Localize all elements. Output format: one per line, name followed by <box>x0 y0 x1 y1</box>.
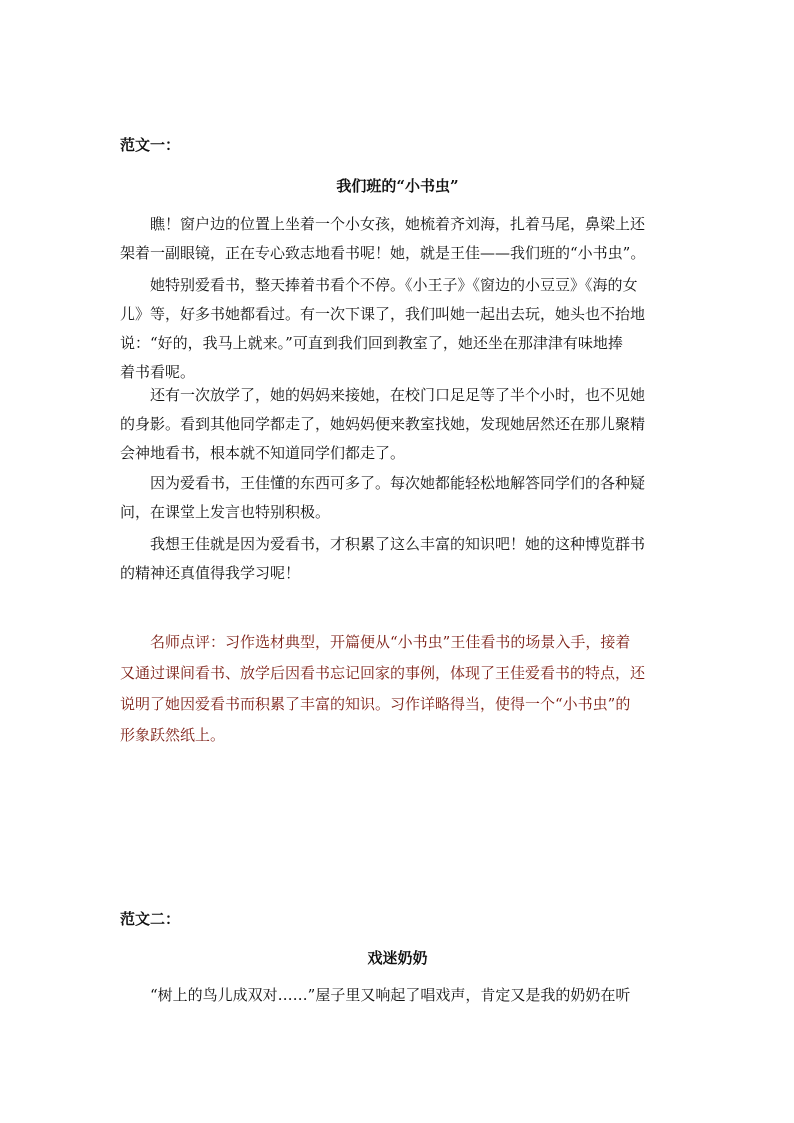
text-line: 着书看呢。 <box>120 363 196 381</box>
essay2-label: 范文二： <box>120 910 181 928</box>
text-line: 的身影。看到其他同学都走了，她妈妈便来教室找她，发现她居然还在那儿聚精 <box>120 415 646 433</box>
text-line: 因为爱看书，王佳懂的东西可多了。每次她都能轻松地解答同学们的各种疑 <box>150 474 646 492</box>
essay1-title: 我们班的“小书虫” <box>336 177 459 195</box>
comment-line: 说明了她因爱看书而积累了丰富的知识。习作详略得当，使得一个“小书虫”的 <box>120 695 631 713</box>
text-line: 儿》等，好多书她都看过。有一次下课了，我们叫她一起出去玩，她头也不抬地 <box>120 305 646 323</box>
essay1-paragraph-4 <box>120 469 675 527</box>
text-line: 她特别爱看书，整天捧着书看个不停。《小王子》《窗边的小豆豆》《海的女 <box>150 276 638 294</box>
comment-line: 名师点评：习作选材典型，开篇便从“小书虫”王佳看书的场景入手，接着 <box>150 633 631 651</box>
essay1-paragraph-2 <box>120 271 675 387</box>
comment-line: 又通过课间看书、放学后因看书忘记回家的事例，体现了王佳爱看书的特点，还 <box>120 664 646 682</box>
text-line: 瞧！窗户边的位置上坐着一个小女孩，她梳着齐刘海，扎着马尾，鼻梁上还 <box>150 215 646 233</box>
essay1-paragraph-3 <box>120 381 675 468</box>
text-line: 会神地看书，根本就不知道同学们都走了。 <box>120 444 406 462</box>
text-line: 说：“好的，我马上就来。”可直到我们回到教室了，她还坐在那津津有味地捧 <box>120 334 623 352</box>
text-line: 问，在课堂上发言也特别积极。 <box>120 503 331 521</box>
text-line: 还有一次放学了，她的妈妈来接她，在校门口足足等了半个小时，也不见她 <box>150 386 646 404</box>
essay2-title: 戏迷奶奶 <box>367 949 428 967</box>
text-line: “树上的鸟儿成双对……”屋子里又响起了唱戏声，肯定又是我的奶奶在听 <box>150 986 631 1004</box>
text-line: 我想王佳就是因为爱看书，才积累了这么丰富的知识吧！她的这种博览群书 <box>150 535 646 553</box>
essay1-paragraph-1 <box>120 210 675 268</box>
teacher-comment <box>120 627 680 751</box>
essay1-label: 范文一： <box>120 136 181 154</box>
essay2-paragraph-1 <box>120 981 675 1010</box>
text-line: 的精神还真值得我学习呢！ <box>120 564 301 582</box>
text-line: 架着一副眼镜，正在专心致志地看书呢！她，就是王佳——我们班的“小书虫”。 <box>120 244 646 262</box>
comment-line: 形象跃然纸上。 <box>120 726 226 744</box>
essay1-paragraph-5 <box>120 530 675 588</box>
